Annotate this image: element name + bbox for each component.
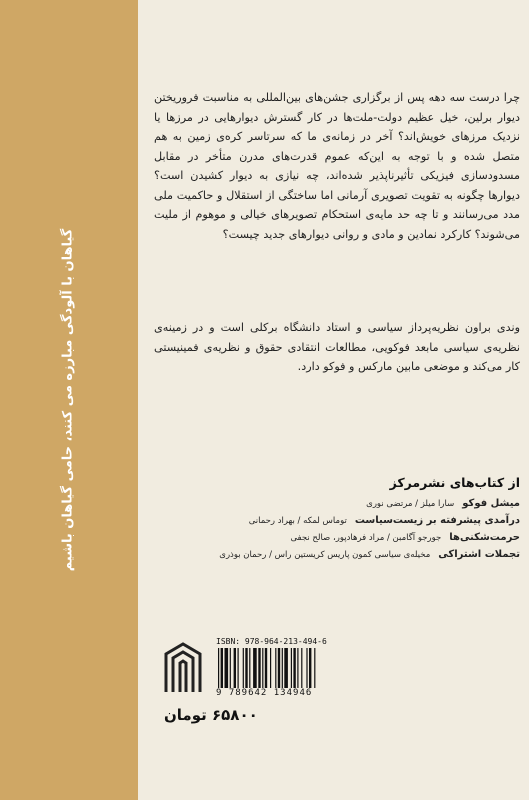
- book-title: تجملات اشتراکی: [438, 549, 520, 560]
- book-item: [176, 549, 520, 566]
- spine-slogan: گیاهان با آلودگی مبارزه می کنند، حامی گیاهان باشیم: [60, 228, 76, 572]
- barcode-icon: [216, 648, 356, 688]
- publisher-logo-icon: [160, 638, 206, 696]
- book-authors: جورجو آگامبن / مراد فرهادپور، صالح نجفی: [290, 533, 442, 543]
- blurb-paragraph-1: چرا درست سه دهه پس از برگزاری جشن‌های بین‌المللی به مناسبت فروریختن دیوار برلین، خیل عظیم دولت-ملت‌ها در کار گسترش دیوارهایی در مرزها یا نزدیک مرزهای خویش‌اند؟ آخر در زمانه‌ی ما که سرتاسر کره‌ی زمین به هم متصل شده و با توجه به این‌که عموم قدرت‌های مدرن متأخر در مقابل مسدودسازی فیزیکی تأثیرناپذیر شده‌اند، چه نیازی به دیوار کشیدن است؟ دیوارها چگونه به تقویت تصویری آرمانی اما ساختگی از استقلال و حاکمیت ملی مدد می‌رسانند و تا چه حد مایه‌ی استحکام تصویرهای خیالی و موهوم از ملیت می‌شوند؟ کارکرد نمادین و مادی و روانی دیوارهای جدید چیست؟: [154, 91, 520, 241]
- related-books-heading: از کتاب‌های نشرمرکز: [389, 475, 520, 490]
- book-title: حرمت‌شکنی‌ها: [449, 532, 520, 543]
- book-item: [176, 515, 520, 532]
- barcode-number: 9 789642 134946: [216, 688, 313, 698]
- book-authors: مخیله‌ی سیاسی کمون پاریس کریستین راس / رحمان بوذری: [219, 550, 431, 560]
- related-books-list: [176, 498, 520, 566]
- book-title: میشل فوکو: [462, 498, 520, 509]
- book-title: درآمدی پیشرفته بر زیست‌سیاست: [354, 515, 520, 526]
- book-authors: سارا میلز / مرتضی نوری: [366, 499, 455, 509]
- book-authors: توماس لمکه / بهراد رحمانی: [248, 516, 347, 526]
- spine-strip: [0, 0, 138, 800]
- price-label: ۶۵۸۰۰ تومان: [164, 706, 258, 724]
- author-bio-paragraph: وندی براون نظریه‌پرداز سیاسی و استاد دانشگاه برکلی است و در زمینه‌ی نظریه‌ی سیاسی مابعد فوکویی، مطالعات انتقادی حقوق و نظریه‌ی فمینیستی کار می‌کند و موضعی مابین مارکس و فوکو دارد.: [154, 321, 520, 373]
- book-item: [176, 498, 520, 515]
- book-item: [176, 532, 520, 549]
- isbn-label: ISBN: 978-964-213-494-6: [216, 637, 327, 646]
